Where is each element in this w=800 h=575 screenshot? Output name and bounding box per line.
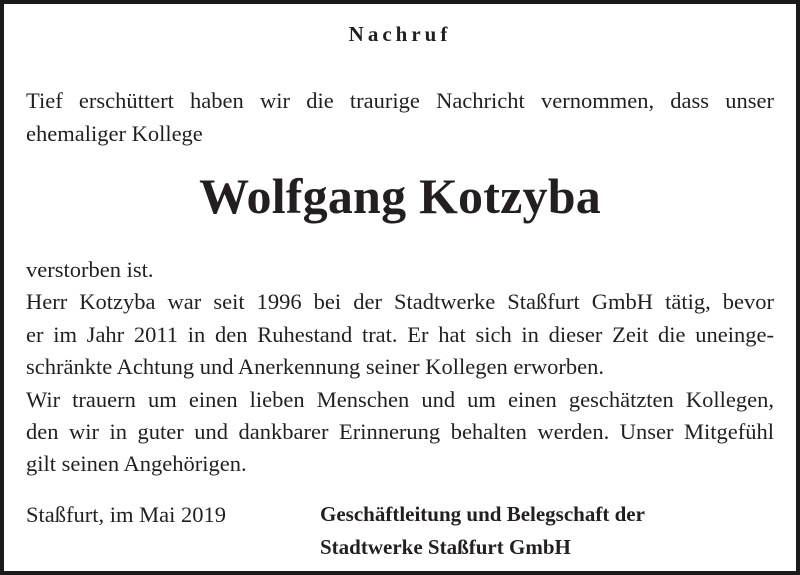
notice-heading: Nachruf	[348, 22, 452, 46]
body-line: verstorben ist.	[26, 257, 154, 282]
intro-line: Tief erschüttert haben wir die traurige Nachricht vernommen, dass unser	[26, 88, 774, 113]
body-line: Wir trauern um einen lieben Menschen und um einen geschätzten Kollegen,	[26, 386, 774, 412]
body-line: gilt seinen Angehörigen.	[26, 451, 247, 477]
intro-paragraph	[26, 84, 774, 150]
place-date: Staßfurt, im Mai 2019	[26, 502, 226, 527]
body-line: Herr Kotzyba war seit 1996 bei der Stadtwerke Staßfurt GmbH tätig, bevor	[26, 289, 774, 315]
body-paragraph	[26, 254, 774, 481]
deceased-name: Wolfgang Kotzyba	[199, 168, 601, 224]
body-line: schränkte Achtung und Anerkennung seiner Kollegen erworben.	[26, 354, 604, 380]
body-line: den wir in guter und dankbarer Erinnerung behalten werden. Unser Mitgefühl	[26, 419, 774, 445]
body-line: er im Jahr 2011 in den Ruhestand trat. Er hat sich in dieser Zeit die uneinge-	[26, 321, 774, 347]
signature-block	[320, 498, 645, 564]
signature-line: Stadtwerke Staßfurt GmbH	[320, 535, 571, 559]
signature-line: Geschäftleitung und Belegschaft der	[320, 502, 645, 526]
intro-line: ehemaliger Kollege	[26, 121, 203, 146]
